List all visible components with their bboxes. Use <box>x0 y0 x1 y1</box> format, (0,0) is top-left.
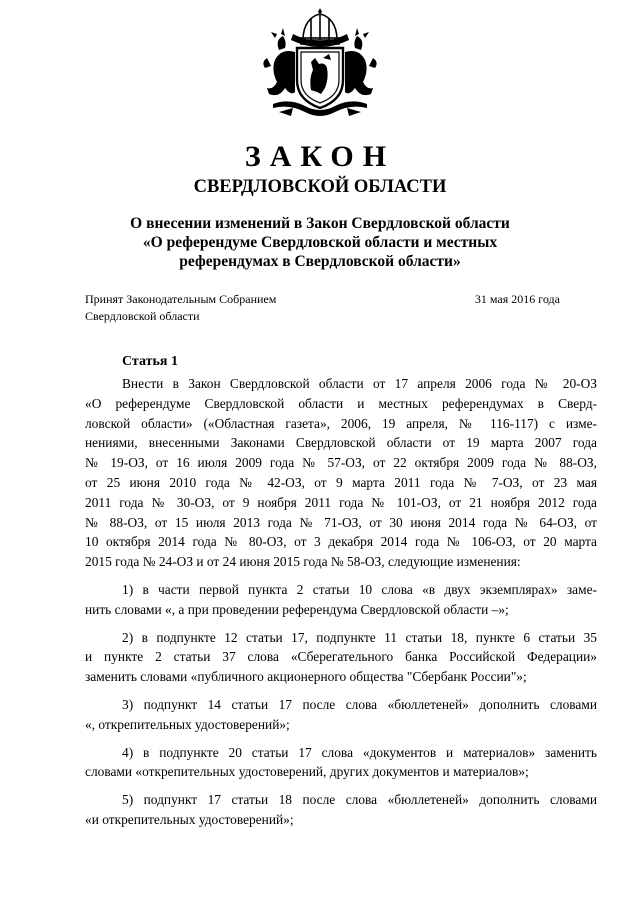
text-line: от 25 июня 2010 года № 42-ОЗ, от 9 марта 2011 года № 7-ОЗ, от 23 мая <box>85 474 597 490</box>
subject-line: О внесении изменений в Закон Свердловской области <box>130 215 510 232</box>
adoption-line: Свердловской области <box>85 309 200 323</box>
subject-line: референдумах в Свердловской области» <box>179 253 461 270</box>
article-body <box>85 374 597 838</box>
text-line: 1) в части первой пункта 2 статьи 10 слова «в двух экземплярах» заме- <box>122 581 597 597</box>
subject-line: «О референдуме Свердловской области и местных <box>142 234 498 251</box>
text-line: и пункте 2 статьи 37 слова «Сберегательного банка Российской Федерации» <box>85 649 597 665</box>
law-subject <box>100 214 540 271</box>
adoption-line: Принят Законодательным Собранием <box>85 292 277 306</box>
text-line: 3) подпункт 14 статьи 17 после слова «бюллетеней» дополнить словами <box>122 696 597 712</box>
text-line: «и открепительных удостоверений»; <box>85 811 294 827</box>
adoption-date: 31 мая 2016 года <box>474 292 560 306</box>
text-line: ловской области» («Областная газета», 2006, 19 апреля, № 116-117) с изме- <box>85 415 597 431</box>
document-title: ЗАКОН <box>244 140 396 173</box>
text-line: нениями, внесенными Законами Свердловской области от 19 марта 2007 года <box>85 435 597 451</box>
text-line: словами «открепительных удостоверений, других документов и материалов»; <box>85 764 529 780</box>
amendment-item <box>85 695 597 735</box>
text-line: № 19-ОЗ, от 16 июля 2009 года № 57-ОЗ, от 22 октября 2009 года № 88-ОЗ, <box>85 455 597 471</box>
adoption-body <box>85 291 276 325</box>
article-heading: Статья 1 <box>122 354 178 369</box>
text-line: 2015 года № 24-ОЗ и от 24 июня 2015 года № 58-ОЗ, следующие изменения: <box>85 554 521 570</box>
text-line: 2011 года № 30-ОЗ, от 9 ноября 2011 года № 101-ОЗ, от 21 ноября 2012 года <box>85 494 597 510</box>
amendment-item <box>85 743 597 783</box>
text-line: 2) в подпункте 12 статьи 17, подпункте 11 статьи 18, пункте 6 статьи 35 <box>122 629 597 645</box>
text-line: «О референдуме Свердловской области и местных референдумах в Сверд- <box>85 395 597 411</box>
text-line: «, открепительных удостоверений»; <box>85 716 290 732</box>
text-line: 4) в подпункте 20 статьи 17 слова «документов и материалов» заменить <box>122 744 597 760</box>
text-line: 10 октября 2014 года № 80-ОЗ, от 3 декабря 2014 года № 106-ОЗ, от 20 марта <box>85 534 597 550</box>
text-line: Внести в Закон Свердловской области от 17 апреля 2006 года № 20-ОЗ <box>122 376 597 391</box>
text-line: заменить словами «публичного акционерного общества "Сбербанк России"»; <box>85 669 527 685</box>
amendment-item <box>85 790 597 830</box>
text-line: нить словами «, а при проведении референдума Свердловской области –»; <box>85 601 509 617</box>
coat-of-arms-emblem <box>259 8 381 120</box>
text-line: 5) подпункт 17 статьи 18 после слова «бюллетеней» дополнить словами <box>122 792 597 808</box>
text-line: № 88-ОЗ, от 15 июля 2013 года № 71-ОЗ, от 30 июня 2014 года № 64-ОЗ, от <box>85 514 597 530</box>
amendment-item <box>85 628 597 687</box>
amendment-item <box>85 580 597 620</box>
region-name: СВЕРДЛОВСКОЙ ОБЛАСТИ <box>193 177 447 197</box>
intro-paragraph <box>85 374 597 572</box>
